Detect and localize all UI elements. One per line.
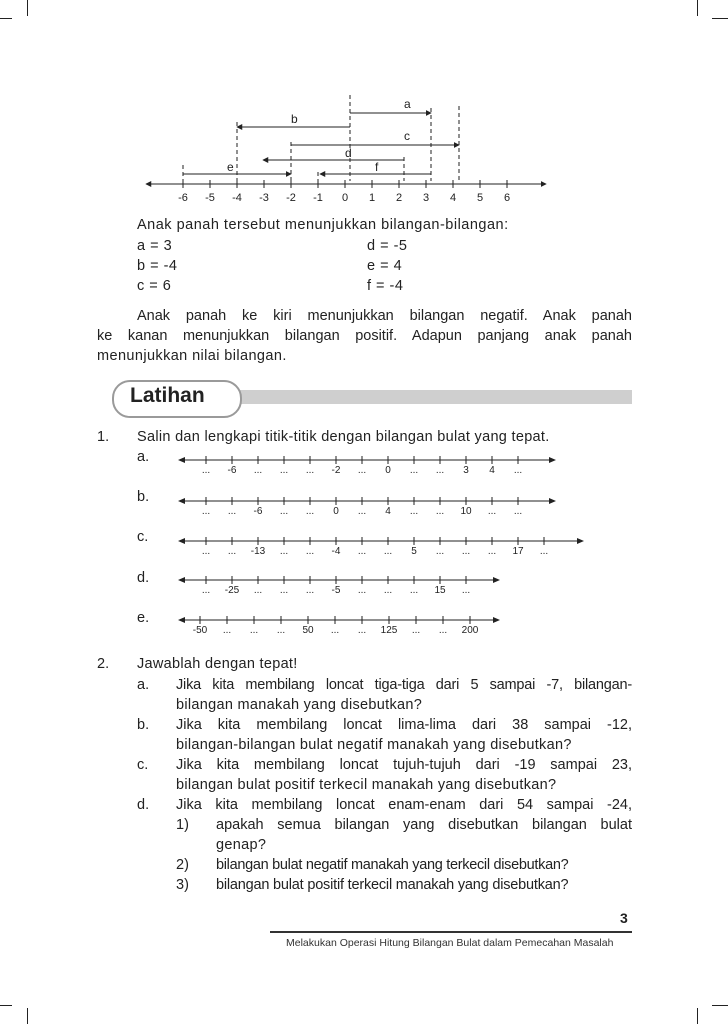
q1-number-item: ... [487, 546, 497, 557]
q1-item-label: d. [137, 570, 150, 586]
q2d-label: d. [137, 797, 150, 813]
page-number: 3 [620, 910, 628, 926]
tick-label: -3 [259, 192, 269, 204]
q1-number-item: ... [539, 546, 549, 557]
q1-number-item: 5 [411, 546, 417, 557]
q1-number-item: ... [279, 585, 289, 596]
q1-number-item: ... [409, 465, 419, 476]
tick-label: 2 [395, 192, 403, 204]
q1-number-item: ... [279, 465, 289, 476]
q1-number-item: -2 [331, 465, 341, 476]
q1-number-item: 50 [302, 625, 314, 636]
q1-number-item: ... [487, 506, 497, 517]
q1-item-label: e. [137, 610, 150, 626]
q1-number-item: ... [357, 465, 367, 476]
q1-number-item: ... [305, 546, 315, 557]
value-f: f = -4 [367, 278, 404, 294]
value-b: b = -4 [137, 258, 178, 274]
q1-number-item: ... [305, 506, 315, 517]
crop-mark-bottom-right-h [712, 1005, 728, 1006]
q1-number-item: 4 [385, 506, 391, 517]
tick-label: 3 [422, 192, 430, 204]
q2d-line-1: Jika kita membilang loncat enam-enam dari 54 sampai -24, [176, 797, 632, 813]
intro-paragraph-line-3: menunjukkan nilai bilangan. [97, 348, 287, 364]
q1-text: Salin dan lengkapi titik-titik dengan bilangan bulat yang tepat. [137, 429, 550, 445]
q2d-sub1-line-2: genap? [216, 837, 267, 853]
tick-label: 1 [368, 192, 376, 204]
q1-number-item: ... [305, 465, 315, 476]
arrow-label-d: d [345, 146, 352, 160]
q2a-line-1: Jika kita membilang loncat tiga-tiga dari 5 sampai -7, bilangan- [176, 677, 632, 693]
q1-number-item: ... [253, 465, 263, 476]
q2b-line-1: Jika kita membilang loncat lima-lima dari 38 sampai -12, [176, 717, 632, 733]
q2c-line-1: Jika kita membilang loncat tujuh-tujuh dari -19 sampai 23, [176, 757, 632, 773]
q1-number-item: ... [227, 506, 237, 517]
arrow-label-e: e [227, 160, 234, 174]
q2a-line-2: bilangan manakah yang disebutkan? [176, 697, 423, 713]
q1-number-item: ... [253, 585, 263, 596]
q2b-line-2: bilangan-bilangan bulat negatif manakah yang disebutkan? [176, 737, 572, 753]
q1-number-item: ... [276, 625, 286, 636]
q2c-label: c. [137, 757, 149, 773]
q1-number-item: ... [249, 625, 259, 636]
q2b-label: b. [137, 717, 150, 733]
q1-number-item: ... [201, 585, 211, 596]
q1-number-item: ... [513, 465, 523, 476]
arrow-label-b: b [291, 112, 298, 126]
q1-number-item: ... [409, 585, 419, 596]
q2a-label: a. [137, 677, 150, 693]
value-c: c = 6 [137, 278, 172, 294]
q1-number-item: 200 [461, 625, 479, 636]
q1-number-item: 3 [463, 465, 469, 476]
tick-label: 6 [503, 192, 511, 204]
q1-number-item: ... [201, 465, 211, 476]
q1-item-label: b. [137, 489, 150, 505]
tick-label: -4 [232, 192, 242, 204]
q1-number-item: 17 [512, 546, 524, 557]
intro-paragraph-line-1: Anak panah ke kiri menunjukkan bilangan negatif. Anak panah [137, 308, 632, 324]
value-e: e = 4 [367, 258, 403, 274]
q1-number-item: -25 [224, 585, 240, 596]
q1-number-item: -6 [227, 465, 237, 476]
crop-mark-bottom-left-v [27, 1008, 28, 1024]
crop-mark-bottom-left-h [0, 1005, 12, 1006]
footer-rule [270, 931, 632, 933]
q2d-sub3-label: 3) [176, 877, 189, 893]
q1-number-item: ... [279, 506, 289, 517]
tick-label: 5 [476, 192, 484, 204]
q1-number-item: ... [435, 546, 445, 557]
q1-number-item: ... [513, 506, 523, 517]
arrow-label-f: f [375, 160, 379, 174]
q1-number-item: ... [201, 506, 211, 517]
q1-number-item: -5 [331, 585, 341, 596]
q2c-line-2: bilangan bulat positif terkecil manakah yang disebutkan? [176, 777, 557, 793]
q1-number-item: -13 [250, 546, 266, 557]
q1-number-item: ... [201, 546, 211, 557]
q1-number-item: 125 [380, 625, 398, 636]
arrow-number-line-diagram [0, 0, 728, 220]
q1-number-item: ... [461, 585, 471, 596]
q1-number-item: 15 [434, 585, 446, 596]
tick-label: 0 [341, 192, 349, 204]
q2d-sub1-line-1: apakah semua bilangan yang disebutkan bilangan bulat [216, 817, 632, 833]
q1-number-item: ... [305, 585, 315, 596]
tick-label: 4 [449, 192, 457, 204]
tick-label: -1 [313, 192, 323, 204]
q2d-sub1-label: 1) [176, 817, 189, 833]
q1-number-item: ... [227, 546, 237, 557]
q1-number: 1. [97, 429, 110, 445]
q1-number-item: ... [222, 625, 232, 636]
value-d: d = -5 [367, 238, 408, 254]
q1-number-item: 0 [385, 465, 391, 476]
q2-number: 2. [97, 656, 110, 672]
q1-number-item: 10 [460, 506, 472, 517]
crop-mark-bottom-right-v [697, 1008, 698, 1024]
q1-number-item: ... [435, 465, 445, 476]
intro-heading: Anak panah tersebut menunjukkan bilangan-bilangan: [137, 217, 509, 233]
running-title: Melakukan Operasi Hitung Bilangan Bulat dalam Pemecahan Masalah [286, 937, 614, 949]
q1-number-item: 4 [489, 465, 495, 476]
arrow-label-a: a [404, 97, 411, 111]
q2d-sub2-line-1: bilangan bulat negatif manakah yang terkecil disebutkan? [216, 857, 569, 873]
tick-label: -6 [178, 192, 188, 204]
q1-number-item: ... [383, 585, 393, 596]
q1-number-item: ... [409, 506, 419, 517]
q2d-sub2-label: 2) [176, 857, 189, 873]
q1-number-item: ... [357, 585, 367, 596]
q1-number-item: ... [435, 506, 445, 517]
q2-text: Jawablah dengan tepat! [137, 656, 298, 672]
q1-number-item: -50 [192, 625, 208, 636]
tick-label: -2 [286, 192, 296, 204]
q1-number-item: ... [279, 546, 289, 557]
q1-item-label: c. [137, 529, 149, 545]
q2d-sub3-line-1: bilangan bulat positif terkecil manakah yang disebutkan? [216, 877, 569, 893]
q1-number-item: ... [438, 625, 448, 636]
intro-paragraph-line-2: ke kanan menunjukkan bilangan positif. Adapun panjang anak panah [97, 328, 632, 344]
q1-number-item: 0 [333, 506, 339, 517]
q1-number-item: ... [411, 625, 421, 636]
q1-item-label: a. [137, 449, 150, 465]
q1-number-item: ... [461, 546, 471, 557]
q1-number-item: ... [357, 546, 367, 557]
q1-number-item: -6 [253, 506, 263, 517]
q1-number-item: ... [357, 625, 367, 636]
q1-number-item: ... [330, 625, 340, 636]
latihan-bar [240, 390, 632, 404]
arrow-label-c: c [404, 129, 410, 143]
q1-number-item: -4 [331, 546, 341, 557]
q1-number-item: ... [383, 546, 393, 557]
q1-number-item: ... [357, 506, 367, 517]
tick-label: -5 [205, 192, 215, 204]
value-a: a = 3 [137, 238, 173, 254]
latihan-title: Latihan [130, 384, 205, 407]
